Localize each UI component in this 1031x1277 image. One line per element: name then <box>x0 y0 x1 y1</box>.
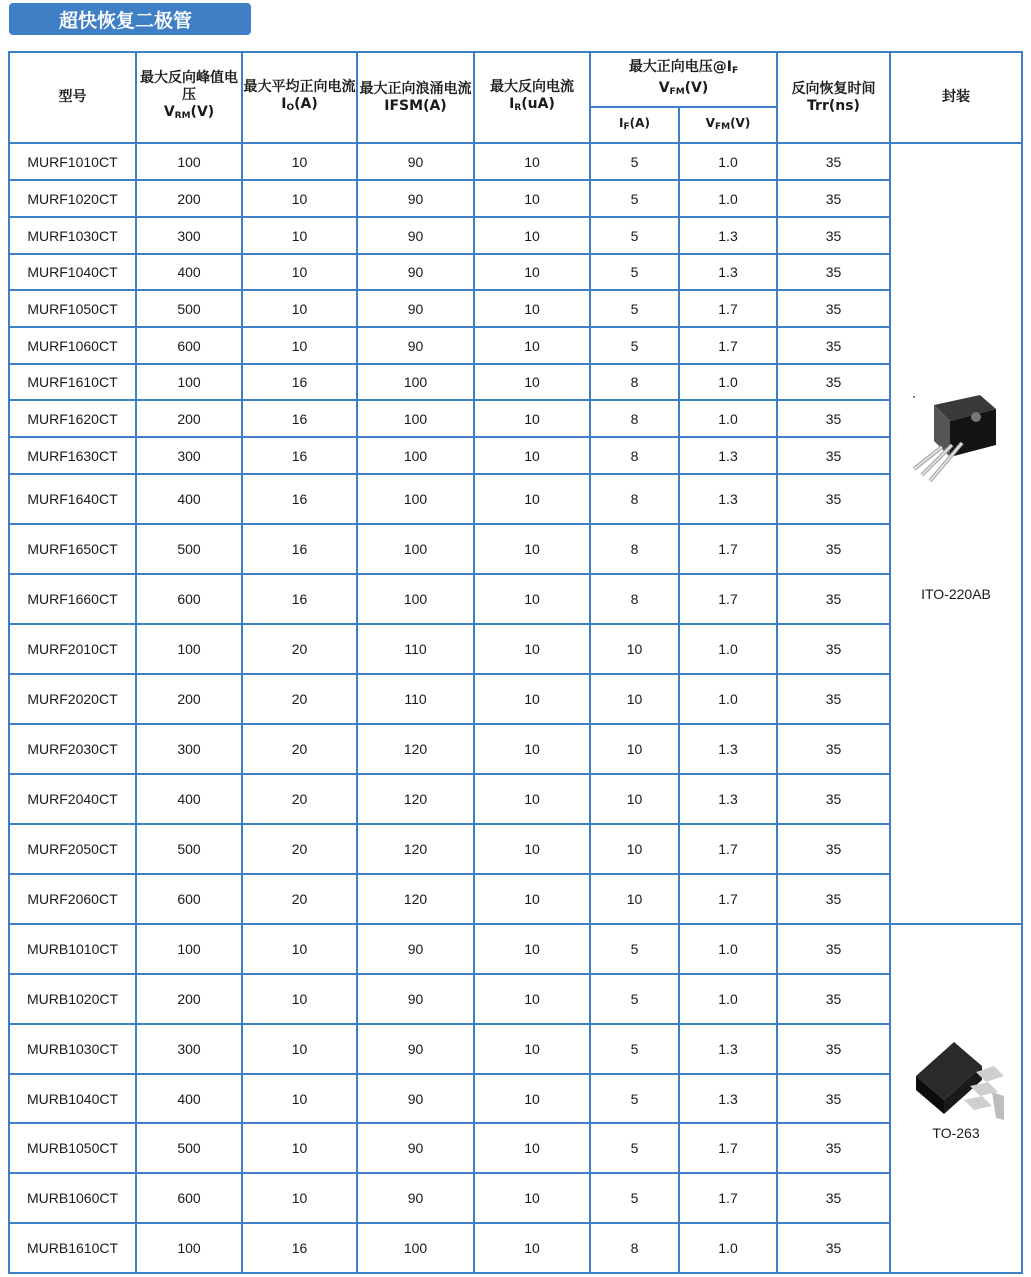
table-row <box>9 290 1022 327</box>
cell-if: 5 <box>590 143 679 180</box>
cell-vrm: 200 <box>136 674 242 724</box>
cell-ifsm: 90 <box>357 180 474 217</box>
cell-vfm: 1.7 <box>679 1123 777 1173</box>
cell-model: MURF2010CT <box>9 624 136 674</box>
cell-model: MURF2030CT <box>9 724 136 774</box>
cell-model: MURF1640CT <box>9 474 136 524</box>
cell-ifsm: 120 <box>357 824 474 874</box>
cell-model: MURF1610CT <box>9 364 136 400</box>
cell-vfm: 1.0 <box>679 400 777 437</box>
table-row <box>9 143 1022 180</box>
cell-vrm: 500 <box>136 1123 242 1173</box>
cell-model: MURF1060CT <box>9 327 136 364</box>
cell-ir: 10 <box>474 674 590 724</box>
cell-vfm: 1.7 <box>679 1173 777 1223</box>
cell-ifsm: 120 <box>357 774 474 824</box>
cell-ir: 10 <box>474 974 590 1024</box>
cell-if: 10 <box>590 724 679 774</box>
cell-trr: 35 <box>777 1074 890 1123</box>
cell-if: 5 <box>590 254 679 290</box>
cell-trr: 35 <box>777 574 890 624</box>
table-row <box>9 724 1022 774</box>
cell-vfm: 1.3 <box>679 254 777 290</box>
table-row <box>9 364 1022 400</box>
cell-model: MURF1020CT <box>9 180 136 217</box>
cell-ir: 10 <box>474 924 590 974</box>
cell-vfm: 1.0 <box>679 674 777 724</box>
cell-trr: 35 <box>777 1173 890 1223</box>
cell-model: MURB1030CT <box>9 1024 136 1074</box>
cell-trr: 35 <box>777 327 890 364</box>
cell-io: 10 <box>242 254 357 290</box>
cell-io: 20 <box>242 624 357 674</box>
cell-ifsm: 90 <box>357 974 474 1024</box>
cell-vrm: 500 <box>136 524 242 574</box>
cell-if: 5 <box>590 217 679 254</box>
package-name: TO-263 <box>932 1125 980 1141</box>
cell-if: 5 <box>590 290 679 327</box>
cell-vrm: 400 <box>136 254 242 290</box>
cell-if: 5 <box>590 1123 679 1173</box>
table-row <box>9 400 1022 437</box>
cell-vrm: 300 <box>136 1024 242 1074</box>
cell-vrm: 600 <box>136 1173 242 1223</box>
cell-io: 20 <box>242 724 357 774</box>
header-vfm-group: 最大正向电压$@I_F$ $V_{FM}(V)$ <box>590 52 777 107</box>
cell-trr: 35 <box>777 474 890 524</box>
cell-ifsm: 90 <box>357 254 474 290</box>
diode-spec-table <box>8 51 1023 1274</box>
table-body <box>9 143 1022 1273</box>
cell-io: 10 <box>242 1024 357 1074</box>
cell-trr: 35 <box>777 437 890 474</box>
cell-vfm: 1.7 <box>679 874 777 924</box>
cell-model: MURF1030CT <box>9 217 136 254</box>
cell-io: 10 <box>242 180 357 217</box>
cell-model: MURF1040CT <box>9 254 136 290</box>
cell-io: 16 <box>242 1223 357 1273</box>
section-title: 超快恢复二极管 <box>9 3 251 35</box>
cell-ir: 10 <box>474 774 590 824</box>
cell-if: 5 <box>590 1173 679 1223</box>
cell-if: 8 <box>590 364 679 400</box>
cell-vfm: 1.0 <box>679 924 777 974</box>
table-row <box>9 327 1022 364</box>
cell-io: 16 <box>242 474 357 524</box>
table-row <box>9 1173 1022 1223</box>
cell-io: 16 <box>242 524 357 574</box>
cell-vrm: 200 <box>136 974 242 1024</box>
cell-trr: 35 <box>777 674 890 724</box>
cell-trr: 35 <box>777 143 890 180</box>
cell-package <box>890 924 1022 1273</box>
cell-if: 5 <box>590 1024 679 1074</box>
cell-vrm: 300 <box>136 724 242 774</box>
cell-model: MURB1610CT <box>9 1223 136 1273</box>
cell-if: 10 <box>590 774 679 824</box>
cell-if: 8 <box>590 524 679 574</box>
cell-ifsm: 100 <box>357 364 474 400</box>
cell-ifsm: 100 <box>357 1223 474 1273</box>
cell-trr: 35 <box>777 1223 890 1273</box>
table-row <box>9 574 1022 624</box>
cell-io: 16 <box>242 364 357 400</box>
cell-trr: 35 <box>777 874 890 924</box>
cell-io: 20 <box>242 674 357 724</box>
cell-vrm: 300 <box>136 437 242 474</box>
cell-if: 5 <box>590 974 679 1024</box>
cell-vfm: 1.3 <box>679 217 777 254</box>
cell-trr: 35 <box>777 974 890 1024</box>
cell-model: MURB1060CT <box>9 1173 136 1223</box>
header-trr: 反向恢复时间 Trr(ns) <box>777 52 890 143</box>
cell-vrm: 100 <box>136 364 242 400</box>
cell-ir: 10 <box>474 400 590 437</box>
cell-ir: 10 <box>474 1173 590 1223</box>
cell-io: 20 <box>242 824 357 874</box>
cell-model: MURF2020CT <box>9 674 136 724</box>
cell-if: 5 <box>590 180 679 217</box>
cell-vfm: 1.3 <box>679 1024 777 1074</box>
cell-ifsm: 100 <box>357 524 474 574</box>
cell-ifsm: 120 <box>357 874 474 924</box>
cell-ir: 10 <box>474 217 590 254</box>
cell-vrm: 600 <box>136 574 242 624</box>
cell-trr: 35 <box>777 290 890 327</box>
table-row <box>9 1123 1022 1173</box>
cell-if: 10 <box>590 674 679 724</box>
cell-model: MURB1010CT <box>9 924 136 974</box>
cell-ifsm: 100 <box>357 400 474 437</box>
table-row <box>9 774 1022 824</box>
cell-vfm: 1.7 <box>679 824 777 874</box>
cell-vfm: 1.3 <box>679 1074 777 1123</box>
header-if: $I_F(A)$ <box>590 107 679 143</box>
cell-io: 10 <box>242 1123 357 1173</box>
header-package: 封装 <box>890 52 1022 143</box>
table-row <box>9 1024 1022 1074</box>
cell-ifsm: 90 <box>357 1024 474 1074</box>
cell-vrm: 200 <box>136 400 242 437</box>
cell-io: 16 <box>242 574 357 624</box>
ito-220ab-package-icon <box>906 395 1006 508</box>
cell-vrm: 500 <box>136 290 242 327</box>
cell-ifsm: 90 <box>357 290 474 327</box>
cell-vfm: 1.3 <box>679 474 777 524</box>
cell-model: MURB1050CT <box>9 1123 136 1173</box>
cell-if: 8 <box>590 574 679 624</box>
cell-io: 16 <box>242 437 357 474</box>
cell-model: MURB1020CT <box>9 974 136 1024</box>
cell-if: 8 <box>590 474 679 524</box>
cell-vrm: 400 <box>136 474 242 524</box>
cell-trr: 35 <box>777 624 890 674</box>
cell-vfm: 1.7 <box>679 524 777 574</box>
cell-vfm: 1.0 <box>679 364 777 400</box>
cell-model: MURF1620CT <box>9 400 136 437</box>
cell-vfm: 1.3 <box>679 437 777 474</box>
header-ifsm: 最大正向浪涌电流 IFSM(A) <box>357 52 474 143</box>
cell-trr: 35 <box>777 217 890 254</box>
cell-ifsm: 110 <box>357 624 474 674</box>
cell-model: MURF1630CT <box>9 437 136 474</box>
table-row <box>9 874 1022 924</box>
cell-vfm: 1.7 <box>679 327 777 364</box>
cell-ifsm: 100 <box>357 437 474 474</box>
cell-trr: 35 <box>777 524 890 574</box>
cell-io: 10 <box>242 1074 357 1123</box>
cell-ir: 10 <box>474 1223 590 1273</box>
header-ir: 最大反向电流 $I_R(uA)$ <box>474 52 590 143</box>
cell-vfm: 1.0 <box>679 624 777 674</box>
header-model: 型号 <box>9 52 136 143</box>
cell-if: 10 <box>590 624 679 674</box>
cell-io: 16 <box>242 400 357 437</box>
cell-ifsm: 90 <box>357 143 474 180</box>
table-row <box>9 437 1022 474</box>
cell-trr: 35 <box>777 364 890 400</box>
cell-if: 8 <box>590 1223 679 1273</box>
cell-trr: 35 <box>777 824 890 874</box>
cell-vrm: 200 <box>136 180 242 217</box>
cell-vrm: 300 <box>136 217 242 254</box>
cell-vrm: 400 <box>136 774 242 824</box>
cell-vrm: 500 <box>136 824 242 874</box>
cell-ir: 10 <box>474 624 590 674</box>
cell-io: 10 <box>242 1173 357 1223</box>
cell-io: 10 <box>242 290 357 327</box>
cell-io: 10 <box>242 327 357 364</box>
cell-ir: 10 <box>474 1024 590 1074</box>
cell-ir: 10 <box>474 474 590 524</box>
cell-model: MURB1040CT <box>9 1074 136 1123</box>
cell-trr: 35 <box>777 924 890 974</box>
cell-vrm: 100 <box>136 143 242 180</box>
cell-trr: 35 <box>777 1123 890 1173</box>
cell-ifsm: 90 <box>357 924 474 974</box>
cell-ir: 10 <box>474 874 590 924</box>
cell-io: 20 <box>242 874 357 924</box>
cell-ir: 10 <box>474 824 590 874</box>
cell-ir: 10 <box>474 254 590 290</box>
table-row <box>9 217 1022 254</box>
cell-model: MURF1010CT <box>9 143 136 180</box>
cell-vrm: 600 <box>136 874 242 924</box>
table-row <box>9 180 1022 217</box>
package-name: ITO-220AB <box>921 586 991 602</box>
cell-trr: 35 <box>777 724 890 774</box>
cell-if: 5 <box>590 924 679 974</box>
cell-ifsm: 100 <box>357 574 474 624</box>
cell-vfm: 1.7 <box>679 574 777 624</box>
cell-model: MURF1660CT <box>9 574 136 624</box>
table-row <box>9 674 1022 724</box>
cell-if: 8 <box>590 437 679 474</box>
cell-trr: 35 <box>777 774 890 824</box>
cell-ifsm: 90 <box>357 1074 474 1123</box>
cell-trr: 35 <box>777 180 890 217</box>
header-vfm: $V_{FM}(V)$ <box>679 107 777 143</box>
cell-if: 8 <box>590 400 679 437</box>
cell-vfm: 1.3 <box>679 724 777 774</box>
cell-vfm: 1.0 <box>679 180 777 217</box>
cell-ir: 10 <box>474 524 590 574</box>
table-row <box>9 254 1022 290</box>
header-io: 最大平均正向电流 $I_O(A)$ <box>242 52 357 143</box>
cell-vrm: 100 <box>136 624 242 674</box>
cell-trr: 35 <box>777 254 890 290</box>
cell-ifsm: 90 <box>357 1123 474 1173</box>
cell-io: 10 <box>242 974 357 1024</box>
cell-if: 10 <box>590 874 679 924</box>
cell-ifsm: 90 <box>357 327 474 364</box>
table-row <box>9 524 1022 574</box>
cell-io: 10 <box>242 143 357 180</box>
cell-ir: 10 <box>474 290 590 327</box>
table-row <box>9 974 1022 1024</box>
cell-ir: 10 <box>474 327 590 364</box>
cell-ifsm: 110 <box>357 674 474 724</box>
table-row <box>9 1223 1022 1273</box>
cell-io: 20 <box>242 774 357 824</box>
cell-model: MURF1650CT <box>9 524 136 574</box>
cell-ir: 10 <box>474 574 590 624</box>
cell-model: MURF2050CT <box>9 824 136 874</box>
cell-vfm: 1.0 <box>679 974 777 1024</box>
cell-vfm: 1.3 <box>679 774 777 824</box>
cell-ifsm: 90 <box>357 1173 474 1223</box>
cell-ir: 10 <box>474 364 590 400</box>
cell-io: 10 <box>242 924 357 974</box>
cell-model: MURF1050CT <box>9 290 136 327</box>
cell-ifsm: 100 <box>357 474 474 524</box>
table-row <box>9 924 1022 974</box>
cell-ifsm: 120 <box>357 724 474 774</box>
table-row <box>9 474 1022 524</box>
cell-if: 5 <box>590 1074 679 1123</box>
table-row <box>9 624 1022 674</box>
cell-ir: 10 <box>474 1074 590 1123</box>
cell-model: MURF2040CT <box>9 774 136 824</box>
cell-ir: 10 <box>474 437 590 474</box>
header-vrm: 最大反向峰值电压 $V_{RM}(V)$ <box>136 52 242 143</box>
table-row <box>9 824 1022 874</box>
cell-vrm: 100 <box>136 1223 242 1273</box>
cell-io: 10 <box>242 217 357 254</box>
cell-ir: 10 <box>474 180 590 217</box>
cell-vrm: 400 <box>136 1074 242 1123</box>
cell-vfm: 1.7 <box>679 290 777 327</box>
table-row <box>9 1074 1022 1123</box>
to-263-package-icon <box>906 1036 1006 1139</box>
cell-if: 10 <box>590 824 679 874</box>
cell-ir: 10 <box>474 724 590 774</box>
cell-vrm: 600 <box>136 327 242 364</box>
cell-vfm: 1.0 <box>679 143 777 180</box>
cell-ir: 10 <box>474 143 590 180</box>
cell-ir: 10 <box>474 1123 590 1173</box>
cell-vfm: 1.0 <box>679 1223 777 1273</box>
cell-vrm: 100 <box>136 924 242 974</box>
cell-if: 5 <box>590 327 679 364</box>
cell-trr: 35 <box>777 1024 890 1074</box>
cell-model: MURF2060CT <box>9 874 136 924</box>
cell-trr: 35 <box>777 400 890 437</box>
cell-package <box>890 143 1022 924</box>
cell-ifsm: 90 <box>357 217 474 254</box>
